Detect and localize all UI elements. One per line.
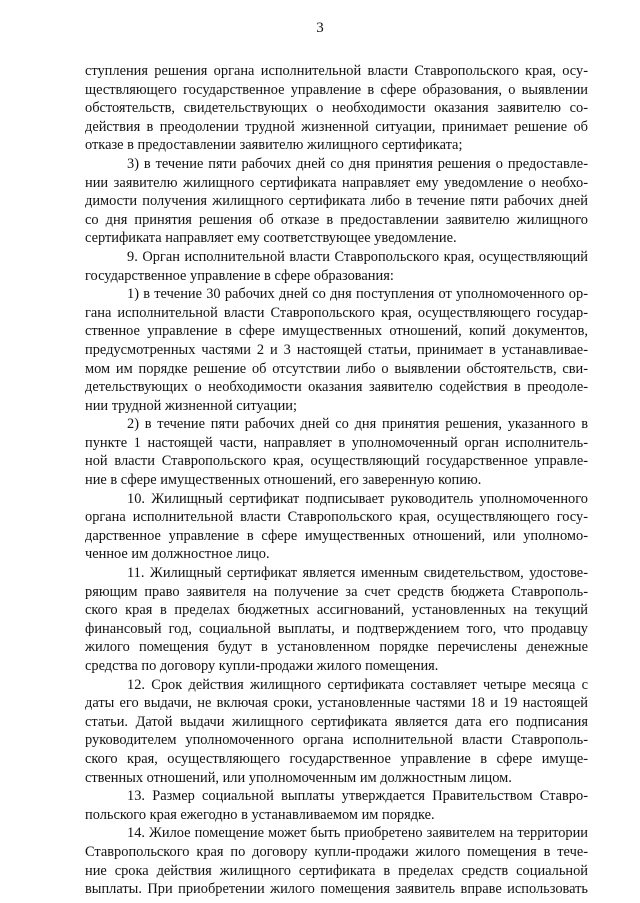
text-line: средства по договору купли-продажи жилого помещения.	[85, 658, 439, 674]
text-line: статьи. Датой выдачи жилищного сертификата является дата его подписания	[85, 713, 588, 730]
text-line: отказе в предоставлении заявителю жилищного сертификата;	[85, 137, 463, 154]
text-line: ние в сфере имущественных отношений, его заверенную копию.	[85, 472, 482, 489]
text-line: 9. Орган исполнительной власти Ставропольского края, осуществляющий	[127, 248, 588, 265]
text-line: ственных отношений, или уполномоченным им должностным лицом.	[85, 769, 512, 786]
text-line: ского края в пределах бюджетных ассигнований, установленных на текущий	[85, 602, 588, 619]
text-line: 13. Размер социальной выплаты утверждается Правительством Ставро-	[127, 788, 588, 805]
text-line: дарственное управление в сфере имущественных отношений, или уполномо-	[85, 527, 588, 544]
text-line: ственное управление в сфере имущественных отношений, копий документов,	[85, 323, 588, 340]
text-line: финансовый год, социальной выплаты, и подтверждением того, что продавцу	[85, 620, 588, 637]
text-line: жилого помещения будут в установленном порядке перечислены денежные	[85, 639, 588, 656]
page-number: 3	[316, 20, 324, 36]
text-line: ского края, осуществляющего государственное управление в сфере имуще-	[85, 750, 588, 767]
text-line: ступления решения органа исполнительной власти Ставропольского края, осу-	[85, 63, 588, 79]
text-line: мом им порядке решение об отсутствии либо о выявлении обстоятельств, сви-	[85, 360, 588, 377]
text-line: выплаты. При приобретении жилого помещения заявитель вправе использовать	[85, 881, 588, 898]
text-line: польского края ежегодно в устанавливаемом им порядке.	[85, 806, 435, 823]
text-line: 2) в течение пяти рабочих дней со дня принятия решения, указанного в	[127, 416, 588, 433]
text-line: со дня принятия решения об отказе в предоставлении заявителю жилищного	[85, 211, 588, 228]
text-line: органа исполнительной власти Ставропольского края, осуществляющего госу-	[85, 509, 588, 526]
text-line: даты его выдачи, не включая сроки, установленные частями 18 и 19 настоящей	[85, 695, 588, 712]
text-line: предусмотренных частями 2 и 3 настоящей статьи, принимает в устанавливае-	[85, 341, 588, 358]
text-line: сертификата направляет ему соответствующее уведомление.	[85, 230, 457, 247]
text-line: пункте 1 настоящей части, направляет в уполномоченный орган исполнитель-	[85, 434, 588, 451]
text-line: ществляющего государственное управление в сфере образования, о выявлении	[85, 81, 588, 98]
text-line: нии заявителю жилищного сертификата направляет ему уведомление о необхо-	[85, 174, 588, 191]
text-line: ченное им должностное лицо.	[85, 546, 270, 563]
text-line: Ставропольского края по договору купли-продажи жилого помещения в тече-	[85, 843, 588, 860]
text-line: 3) в течение пяти рабочих дней со дня принятия решения о предоставле-	[127, 155, 588, 172]
text-line: обстоятельств, свидетельствующих о необходимости оказания заявителю со-	[85, 100, 588, 117]
text-line: 11. Жилищный сертификат является именным свидетельством, удостове-	[127, 565, 588, 582]
text-line: действия в преодолении трудной жизненной ситуации, принимает решение об	[85, 118, 588, 135]
document-body	[85, 62, 588, 899]
text-line: ной власти Ставропольского края, осуществляющий государственное управле-	[85, 453, 588, 470]
text-line: ряющим право заявителя на получение за счет средств бюджета Ставрополь-	[85, 583, 588, 600]
text-line: государственное управление в сфере образования:	[85, 267, 394, 284]
text-line: детельствующих о необходимости оказания заявителю содействия в преодоле-	[85, 379, 588, 396]
text-line: 1) в течение 30 рабочих дней со дня поступления от уполномоченного ор-	[127, 286, 588, 303]
text-line: нии трудной жизненной ситуации;	[85, 397, 297, 414]
text-line: руководителем уполномоченного органа исполнительной власти Ставрополь-	[85, 732, 588, 749]
text-line: ние срока действия жилищного сертификата в пределах средств социальной	[85, 862, 588, 879]
text-line: 10. Жилищный сертификат подписывает руководитель уполномоченного	[127, 490, 588, 507]
text-line: гана исполнительной власти Ставропольского края, осуществляющего государ-	[85, 304, 588, 321]
text-line: 14. Жилое помещение может быть приобретено заявителем на территории	[127, 825, 588, 842]
text-line: димости получения жилищного сертификата либо в течение пяти рабочих дней	[85, 193, 588, 210]
text-line: 12. Срок действия жилищного сертификата составляет четыре месяца с	[127, 676, 588, 693]
